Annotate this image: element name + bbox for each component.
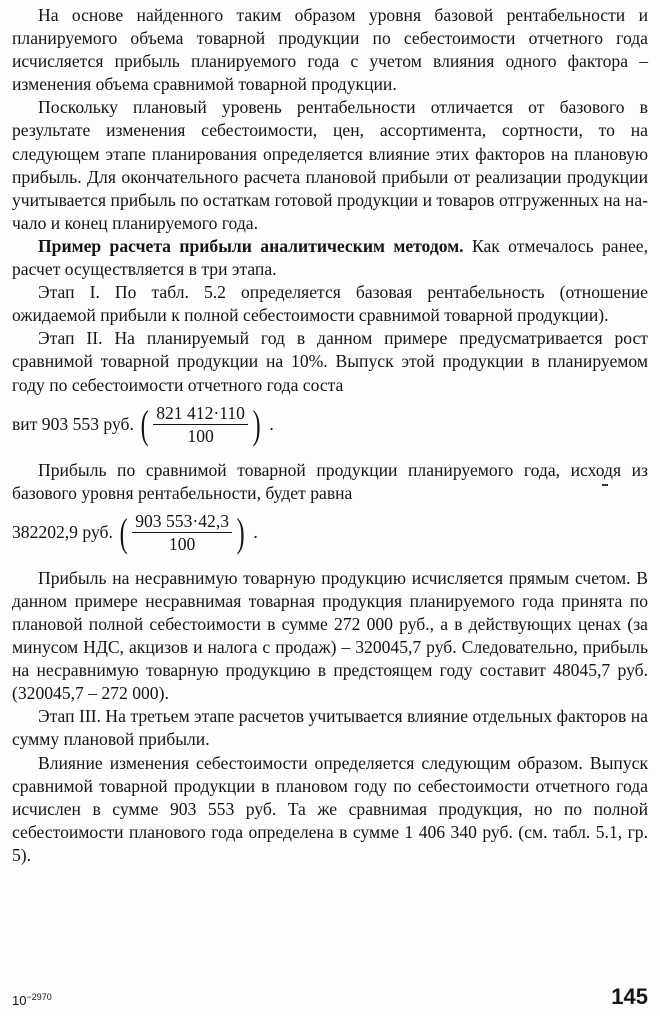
formula-2-lead: 382202,9 руб. bbox=[12, 522, 113, 543]
formula-1-lead: вит 903 553 руб. bbox=[12, 414, 134, 435]
paragraph-stage-2: Этап II. На планируемый год в данном примере предусматривается рост сравнимой товарной продукции на 10%. Выпуск этой продукции в планируемом году по себестоимости отчетного года соста bbox=[12, 328, 648, 395]
formula-2-line bbox=[12, 507, 648, 559]
formula-1-line bbox=[12, 399, 648, 451]
paragraph-stage-1: Этап I. По табл. 5.2 определяется базовая рентабельность (отношение ожидаемой прибыли к полной себестоимости сравнимой товарной продукции). bbox=[12, 282, 648, 326]
paragraph-cost-influence: Влияние изменения себестоимости определяется следующим образом. Выпуск сравнимой товарной продукции в плановом году по себестоимости отчетного года исчислен в сумме 903 553 руб. Та же сравнимая продукция, но по полной себестоимости планового года определена в сумме 1 406 340 руб. (см. табл. 5.1, гр. 5). bbox=[12, 752, 648, 865]
formula-1: ( $\frac{821 412\cdot 110}{100}$ ) bbox=[140, 401, 261, 447]
formula-2: ( $\frac{903 553\cdot 42,3}{100}$ ) bbox=[119, 509, 245, 555]
example-heading: Пример расчета прибыли аналитическим методом. bbox=[38, 235, 464, 256]
formula-1-denominator: 100 bbox=[187, 425, 214, 446]
formula-2-numerator: 903 553·42,3 bbox=[132, 511, 232, 533]
example-intro: Как отмечалось ранее, расчет осуществляется в три этапа. bbox=[12, 235, 648, 280]
paragraph-1: На основе найденного таким образом уровня базовой рентабельности и планируемого объема товарной продукции по себестоимости отчетного года исчисляется прибыль планируемого года с учетом влияния одного фактора – изменения объема сравнимой товарной продукции. bbox=[12, 5, 648, 95]
paragraph-3 bbox=[12, 235, 648, 281]
paragraph-noncomparable: Прибыль на несравнимую товарную продукцию исчисляется прямым счетом. В данном примере несравнимая товарная продукция планируемого года принята по плановой полной себестоимости в сумме 272 000 руб., а в действующих ценах (за минусом НДС, акцизов и налога с продаж) – 320045,7 руб. Следовательно, прибыль на несравнимую товарную продукцию в предстоящем году составит 48045,7 руб. (320045,7 – 272 000). bbox=[12, 567, 648, 704]
page-number: 145 bbox=[611, 984, 648, 1009]
formula-1-numerator: 821 412·110 bbox=[153, 403, 248, 425]
formula-1-trail: . bbox=[269, 414, 274, 435]
paragraph-2: Поскольку плановый уровень рентабельности отличается от базового в результате изменения себестоимости, цен, ассортимента, сортности, то на следующем этапе планирования определяется влияние этих факторов на плановую прибыль. Для окончательного расчета плановой прибыли от реализации продукции учитывается прибыль по остаткам готовой продукции и товаров отгруженных на начало и конец планируемого года. bbox=[12, 97, 648, 233]
paragraph-stage-3: Этап III. На третьем этапе расчетов учитывается влияние отдельных факторов на сумму плановой прибыли. bbox=[12, 706, 648, 750]
scan-mark bbox=[602, 484, 608, 486]
formula-2-denominator: 100 bbox=[168, 533, 196, 554]
formula-2-trail: . bbox=[253, 522, 258, 543]
printer-signature: $10^{-2970}$ bbox=[12, 992, 52, 1008]
page-footer bbox=[0, 984, 660, 1014]
paragraph-profit-comparable: Прибыль по сравнимой товарной продукции планируемого года, исходя из базового уровня рентабельности, будет равна bbox=[12, 459, 648, 503]
